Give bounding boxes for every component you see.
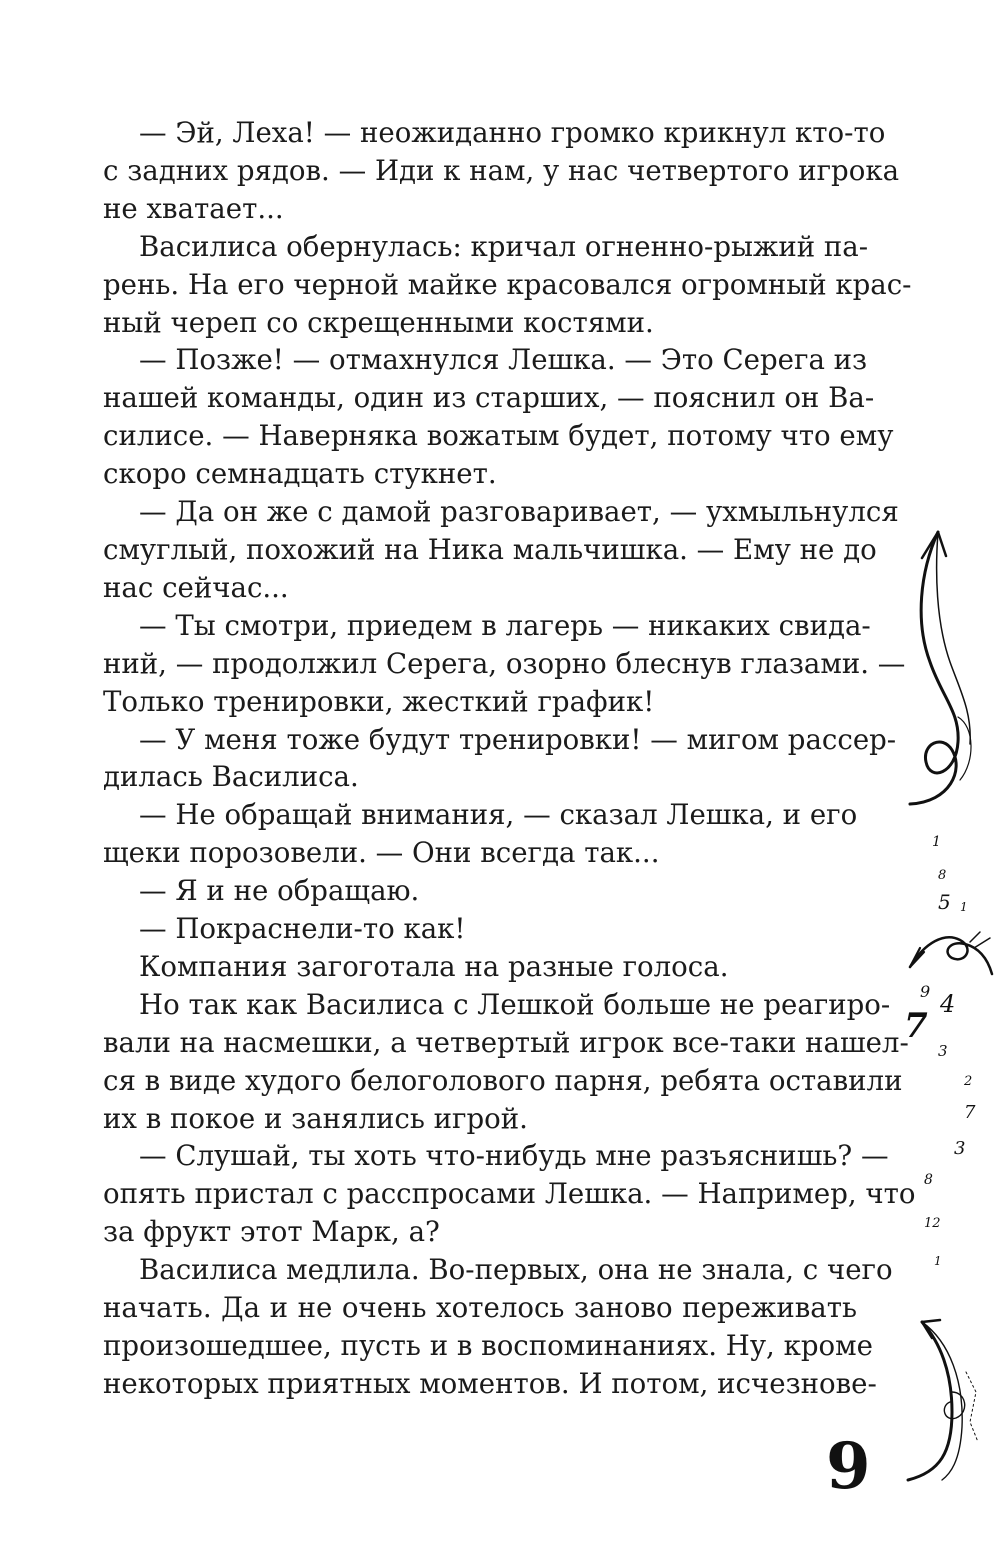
ornament-numeral: 3 [938,1042,948,1060]
text-line: Только тренировки, жесткий график! [103,684,655,718]
text-line: произошедшее, пусть и в воспоминаниях. Ну, кроме [103,1329,873,1362]
text-line: — Эй, Леха! — неожиданно громко крикнул кто-то [139,116,886,149]
text-line: — Не обращай внимания, — сказал Лешка, и его [139,798,858,832]
text-line: с задних рядов. — Иди к нам, у нас четвертого игрока [103,153,900,187]
text-line: — Позже! — отмахнулся Лешка. — Это Серега из [139,343,868,377]
text-line: нашей команды, один из старших, — пояснил он Ва- [103,381,875,415]
ornament-numeral: 5 [938,890,951,914]
text-line: — Я и не обращаю. [139,874,420,908]
text-line: ний, — продолжил Серега, озорно блеснув глазами. — [103,646,906,680]
page-body-text [103,114,916,1403]
text-line: — Слушай, ты хоть что-нибудь мне разъяснишь? — [139,1139,889,1173]
ornament-numeral: 4 [940,990,956,1018]
ornament-numeral: 7 [904,1006,928,1046]
page-number: 9 [826,1429,871,1504]
text-line: начать. Да и не очень хотелось заново переживать [103,1291,857,1325]
text-line: Компания загоготала на разные голоса. [139,949,729,983]
text-line: ся в виде худого белоголового парня, ребята оставили [103,1063,903,1097]
text-line: за фрукт этот Марк, а? [103,1215,440,1249]
text-line: опять пристал с расспросами Лешка. — Например, что [103,1177,916,1211]
text-line: Василиса медлила. Во-первых, она не знала, с чего [139,1253,893,1287]
ornament-numeral: 2 [964,1074,973,1089]
ornament-numeral: 8 [924,1172,933,1188]
text-line: рень. На его черной майке красовался огромный крас- [103,267,912,301]
text-line: смуглый, похожий на Ника мальчишка. — Ему не до [103,532,877,566]
text-line: Но так как Василиса с Лешкой больше не реагиро- [139,987,891,1021]
text-line: — У меня тоже будут тренировки! — мигом рассер- [139,722,897,756]
ornament-numeral: 7 [964,1102,976,1123]
text-line: Василиса обернулась: кричал огненно-рыжий па- [139,229,869,263]
text-line: ный череп со скрещенными костями. [103,305,654,339]
decorative-ornament [880,512,1000,1542]
ornament-numeral: 1 [932,834,941,850]
text-line: нас сейчас... [103,570,289,604]
text-line: — Ты смотри, приедем в лагерь — никаких свида- [139,608,871,642]
text-line: не хватает... [103,191,284,225]
ornament-numeral: 1 [960,900,968,914]
text-line: скоро семнадцать стукнет. [103,457,497,491]
text-line: — Да он же с дамой разговаривает, — ухмыльнулся [139,495,899,529]
text-line: дилась Василиса. [103,760,359,794]
text-line: — Покраснели-то как! [139,912,466,946]
ornament-numeral: 9 [920,982,931,1001]
text-line: щеки порозовели. — Они всегда так... [103,836,660,870]
ornament-numeral: 12 [924,1216,941,1231]
text-line: некоторых приятных моментов. И потом, исчезнове- [103,1366,877,1400]
ornament-numeral: 8 [938,868,947,883]
text-line: их в покое и занялись игрой. [103,1101,528,1135]
ornament-numeral: 1 [934,1254,942,1268]
text-line: силисе. — Наверняка вожатым будет, потому что ему [103,419,894,453]
ornament-numeral: 3 [954,1138,966,1159]
text-line: вали на насмешки, а четвертый игрок все-таки нашел- [103,1025,909,1059]
swirl-ornament-icon [880,512,1000,1542]
